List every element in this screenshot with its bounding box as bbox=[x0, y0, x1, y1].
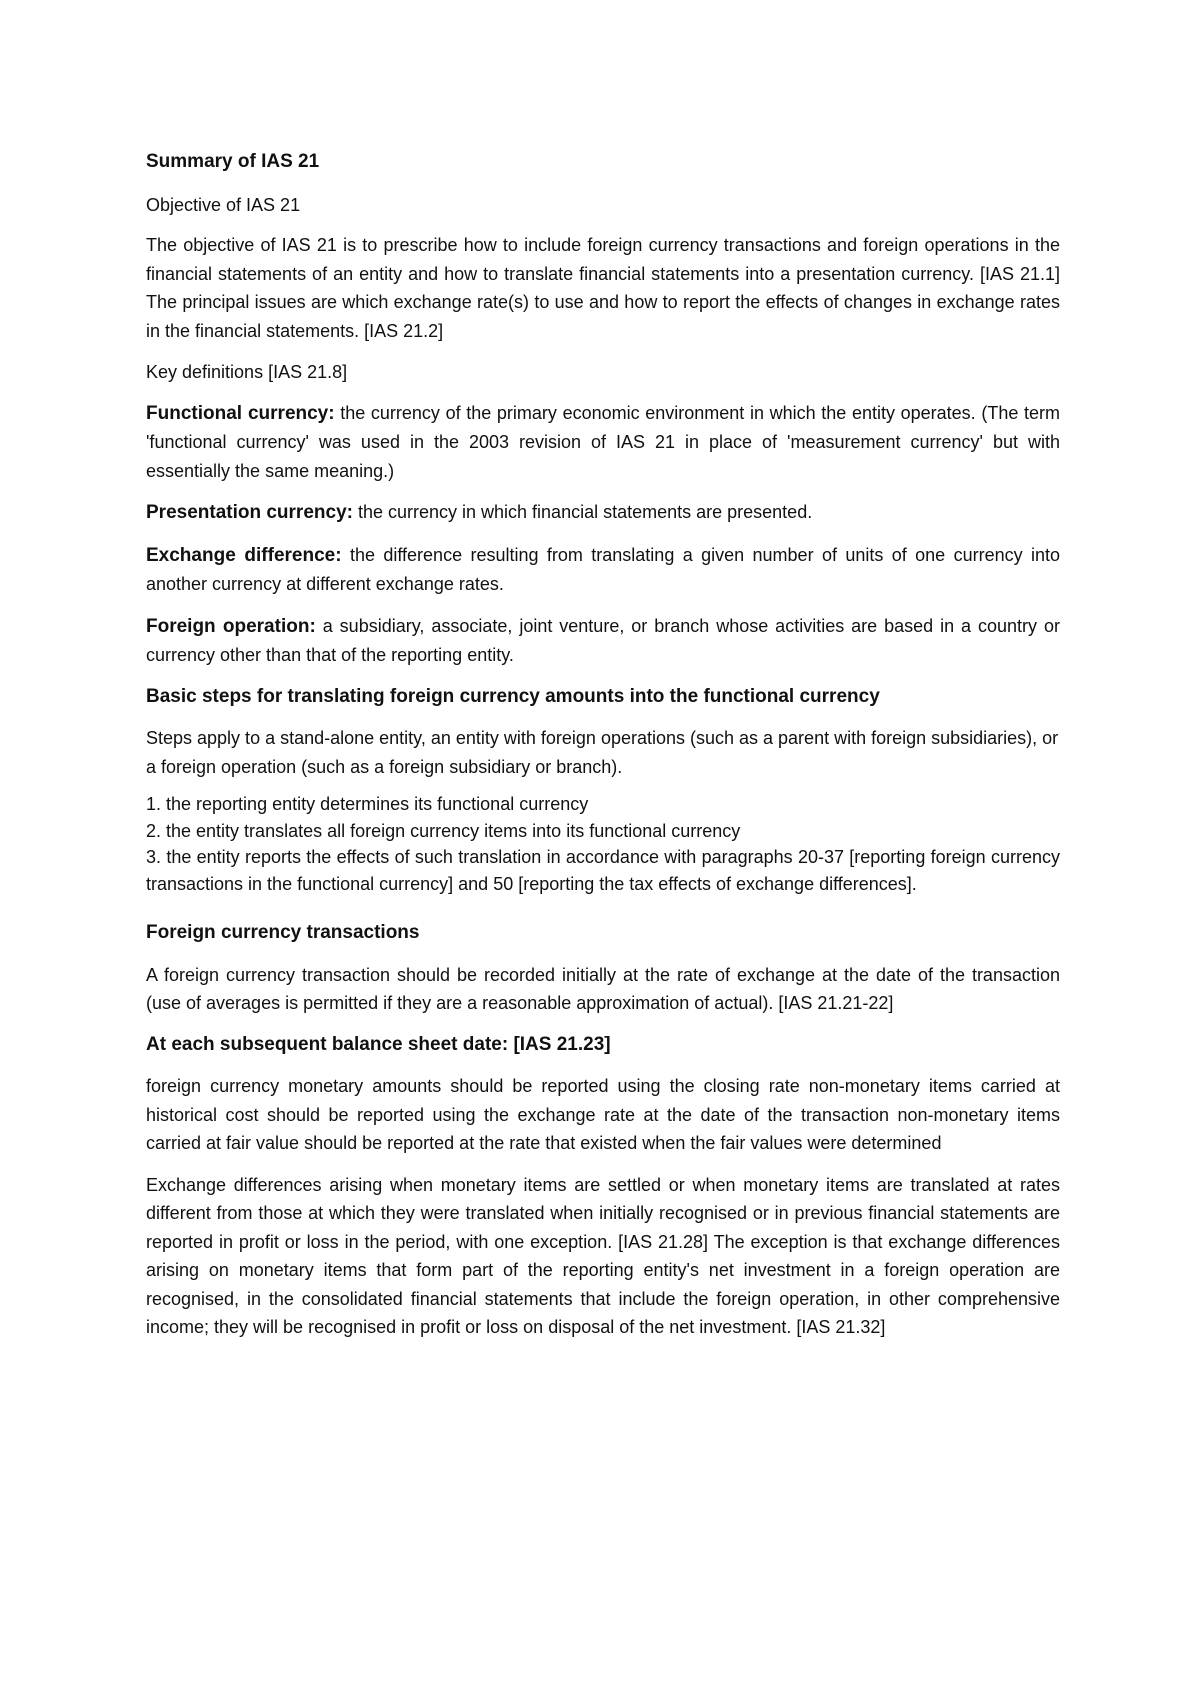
list-item: 3. the entity reports the effects of such translation in accordance with paragraphs 20-37 [reporting foreign currency transactions in the functional currency] and 50 [reporting the tax effects of exchange differences]. bbox=[146, 847, 1060, 894]
fx-transactions-paragraph: A foreign currency transaction should be recorded initially at the rate of exchange at the date of the transaction (use of averages is permitted if they are a reasonable approximation of actual). [IAS 21.21-22] bbox=[146, 964, 1060, 1013]
list-item: 1. the reporting entity determines its functional currency bbox=[146, 794, 589, 814]
balance-sheet-paragraph: foreign currency monetary amounts should be reported using the closing rate non-monetary items carried at historical cost should be reported using the exchange rate at the date of the transaction non-monetary items carried at fair value should be reported at the rate that existed when the fair values were determined bbox=[146, 1076, 1060, 1153]
definition-term: Functional currency: bbox=[146, 402, 335, 424]
definition-functional-currency bbox=[146, 399, 1060, 486]
exchange-differences-paragraph: Exchange differences arising when monetary items are settled or when monetary items are translated at rates different from those at which they were translated when initially recognised or in previous financial statements are reported in profit or loss in the period, with one exception. [IAS 21.28] The exception is that exchange differences arising on monetary items that form part of the reporting entity's net investment in a foreign operation are recognised, in the consolidated financial statements that include the foreign operation, in other comprehensive income; they will be recognised in profit or loss on disposal of the net investment. [IAS 21.32] bbox=[146, 1174, 1060, 1337]
definition-term: Exchange difference: bbox=[146, 544, 342, 566]
definition-foreign-operation bbox=[146, 612, 1060, 670]
basic-steps-intro: Steps apply to a stand-alone entity, an entity with foreign operations (such as a parent with foreign subsidiaries), or a foreign operation (such as a foreign subsidiary or branch). bbox=[146, 728, 1059, 777]
list-item: 2. the entity translates all foreign currency items into its functional currency bbox=[146, 820, 741, 841]
definition-term: Foreign operation: bbox=[146, 615, 316, 637]
definition-term: Presentation currency: bbox=[146, 502, 353, 523]
steps-list bbox=[146, 791, 1060, 897]
fx-transactions-heading: Foreign currency transactions bbox=[146, 922, 420, 943]
objective-paragraph: The objective of IAS 21 is to prescribe how to include foreign currency transactions and foreign operations in the financial statements of an entity and how to translate financial statements into a presentation currency. [IAS 21.1] The principal issues are which exchange rate(s) to use and how to report the effects of changes in exchange rates in the financial statements. [IAS 21.2] bbox=[146, 235, 1060, 341]
definition-text: the difference resulting from translating a given number of units of one currency into another currency at different exchange rates. bbox=[146, 544, 1060, 594]
definition-text: the currency in which financial statements are presented. bbox=[352, 502, 813, 522]
document-title: Summary of IAS 21 bbox=[146, 151, 320, 172]
basic-steps-heading: Basic steps for translating foreign currency amounts into the functional currency bbox=[146, 685, 880, 707]
objective-heading: Objective of IAS 21 bbox=[146, 194, 301, 215]
definition-text: a subsidiary, associate, joint venture, or branch whose activities are based in a country or currency other than that of the reporting entity. bbox=[146, 615, 1060, 665]
definition-exchange-difference bbox=[146, 541, 1060, 599]
key-definitions-heading: Key definitions [IAS 21.8] bbox=[146, 362, 348, 382]
definition-presentation-currency bbox=[146, 498, 1060, 528]
document-page bbox=[146, 148, 1060, 1355]
definition-text: the currency of the primary economic environment in which the entity operates. (The term 'functional currency' was used in the 2003 revision of IAS 21 in place of 'measurement currency' but with essentially the same meaning.) bbox=[146, 402, 1060, 481]
balance-sheet-heading: At each subsequent balance sheet date: [IAS 21.23] bbox=[146, 1033, 611, 1055]
